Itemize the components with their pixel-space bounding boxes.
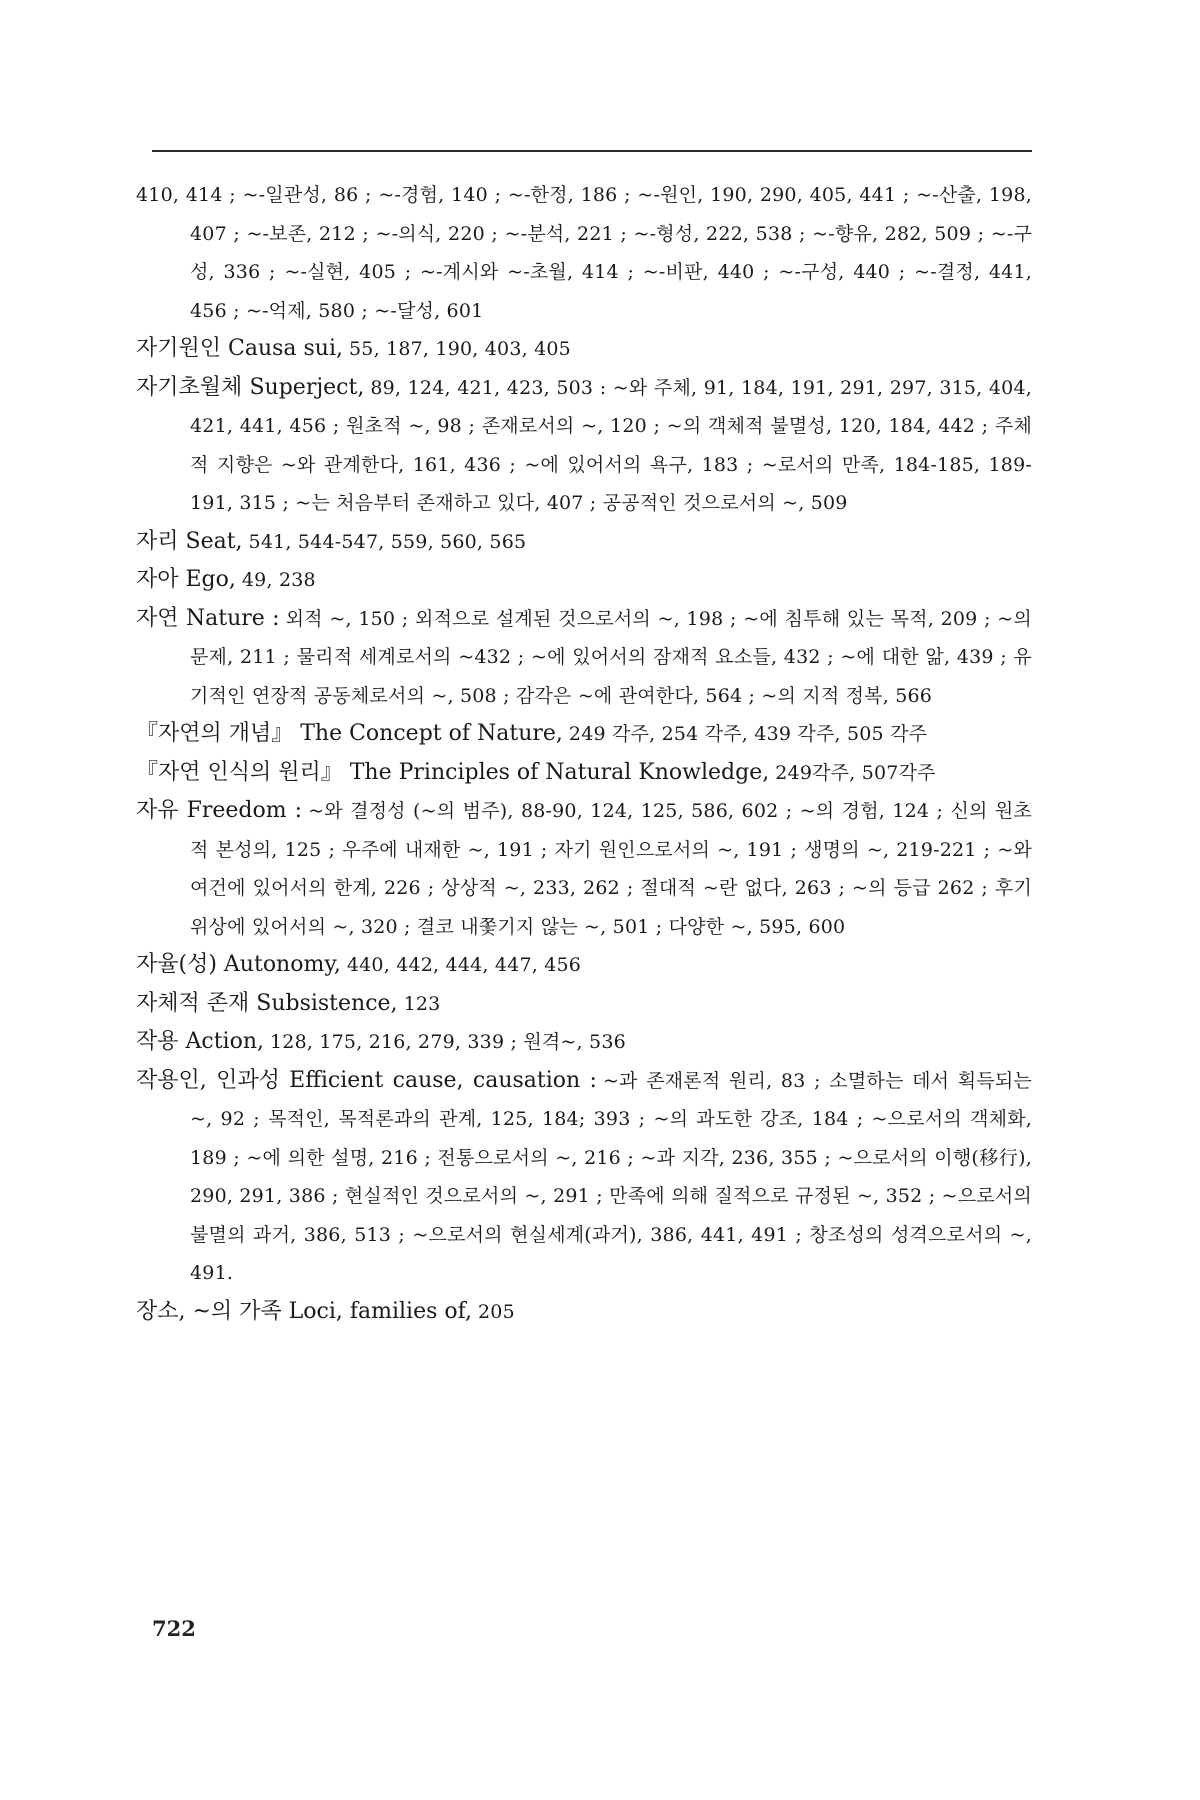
entry-term: 작용인, 인과성 Efficient cause, causation : [136,1067,597,1093]
entry-term: 자리 Seat, [136,528,243,554]
entry-locations: 89, 124, 421, 423, 503 : ~와 주체, 91, 184, 191, 291, 297, 315, 404, 421, 441, 456 ; 원초적 ~, 98 ; 존재로서의 ~, 120 ; ~의 객체적 불멸성, 120, 184, 442 ; 주체적 지향은 ~와 관계한다, 161, 436 ; ~에 있어서의 욕구, 183 ; ~로서의 만족, 184-185, 189-191, 315 ; ~는 처음부터 존재하고 있다, 407 ; 공공적인 것으로서의 ~, 509 [190,376,1032,514]
entry-term: 자율(성) Autonomy, [136,952,341,977]
index-entry [136,330,1032,369]
entry-locations: 249각주, 507각주 [775,761,936,784]
entry-term: 자기원인 Causa sui, [136,336,344,361]
index-entry [136,985,1032,1024]
entry-term: 『자연 인식의 원리』 The Principles of Natural Knowledge, [136,759,770,785]
entry-locations: ~와 결정성 (~의 범주), 88-90, 124, 125, 586, 602 ; ~의 경험, 124 ; 신의 원초적 본성의, 125 ; 우주에 내재한 ~, 191 ; 자기 원인으로서의 ~, 191 ; 생명의 ~, 219-221 ; ~와 여건에 있어서의 한계, 226 ; 상상적 ~, 233, 262 ; 절대적 ~란 없다, 263 ; ~의 등급 262 ; 후기 위상에 있어서의 ~, 320 ; 결코 내쫓기지 않는 ~, 501 ; 다양한 ~, 595, 600 [190,800,1032,938]
index-entry [136,946,1032,985]
index-entry [136,176,1032,330]
entry-term: 자아 Ego, [136,567,236,592]
entry-locations: 55, 187, 190, 403, 405 [349,338,571,360]
entry-term: 자유 Freedom : [136,798,303,823]
entry-locations: 123 [403,992,441,1015]
entry-term: 장소, ~의 가족 Loci, families of, [136,1298,472,1324]
entry-term: 자연 Nature : [136,605,280,631]
entry-locations: 외적 ~, 150 ; 외적으로 설계된 것으로서의 ~, 198 ; ~에 침투해 있는 목적, 209 ; ~의 문제, 211 ; 물리적 세계로서의 ~432 ; ~에 있어서의 잠재적 요소들, 432 ; ~에 대한 앎, 439 ; 유기적인 연장적 공동체로서의 ~, 508 ; 감각은 ~에 관여한다, 564 ; ~의 지적 정복, 566 [190,607,1032,707]
index-entry [136,1023,1032,1062]
entry-locations: ~과 존재론적 원리, 83 ; 소멸하는 데서 획득되는 ~, 92 ; 목적인, 목적론과의 관계, 125, 184; 393 ; ~의 과도한 강조, 184 ; ~으로서의 객체화, 189 ; ~에 의한 설명, 216 ; 전통으로서의 ~, 216 ; ~과 지각, 236, 355 ; ~으로서의 이행(移行), 290, 291, 386 ; 현실적인 것으로서의 ~, 291 ; 만족에 의해 질적으로 규정된 ~, 352 ; ~으로서의 불멸의 과거, 386, 513 ; ~으로서의 현실세계(과거), 386, 441, 491 ; 창조성의 성격으로서의 ~, 491. [190,1069,1032,1284]
index-entry [136,523,1032,562]
entry-term: 작용 Action, [136,1029,264,1054]
entry-locations: 440, 442, 444, 447, 456 [346,954,582,976]
index-entries [136,176,1032,1331]
entry-locations: 49, 238 [241,569,316,591]
index-entry [136,1062,1032,1293]
index-entry [136,792,1032,946]
entry-term: 『자연의 개념』 The Concept of Nature, [136,721,563,746]
entry-locations: 410, 414 ; ~-일관성, 86 ; ~-경험, 140 ; ~-한정, 186 ; ~-원인, 190, 290, 405, 441 ; ~-산출, 198, 407 ; ~-보존, 212 ; ~-의식, 220 ; ~-분석, 221 ; ~-형성, 222, 538 ; ~-향유, 282, 509 ; ~-구성, 336 ; ~-실현, 405 ; ~-계시와 ~-초월, 414 ; ~-비판, 440 ; ~-구성, 440 ; ~-결정, 441, 456 ; ~-억제, 580 ; ~-달성, 601 [136,184,1032,322]
index-entry [136,1293,1032,1332]
header-rule [152,150,1032,152]
index-entry [136,561,1032,600]
index-entry [136,600,1032,716]
entry-term: 자기초월체 Superject, [136,374,365,400]
entry-locations: 541, 544-547, 559, 560, 565 [248,530,527,553]
page-number: 722 [152,1616,196,1641]
entry-locations: 249 각주, 254 각주, 439 각주, 505 각주 [568,723,928,745]
entry-locations: 205 [478,1300,515,1323]
index-entry [136,715,1032,754]
index-entry [136,369,1032,523]
entry-term: 자체적 존재 Subsistence, [136,990,398,1016]
entry-locations: 128, 175, 216, 279, 339 ; 원격~, 536 [270,1031,626,1053]
index-entry [136,754,1032,793]
